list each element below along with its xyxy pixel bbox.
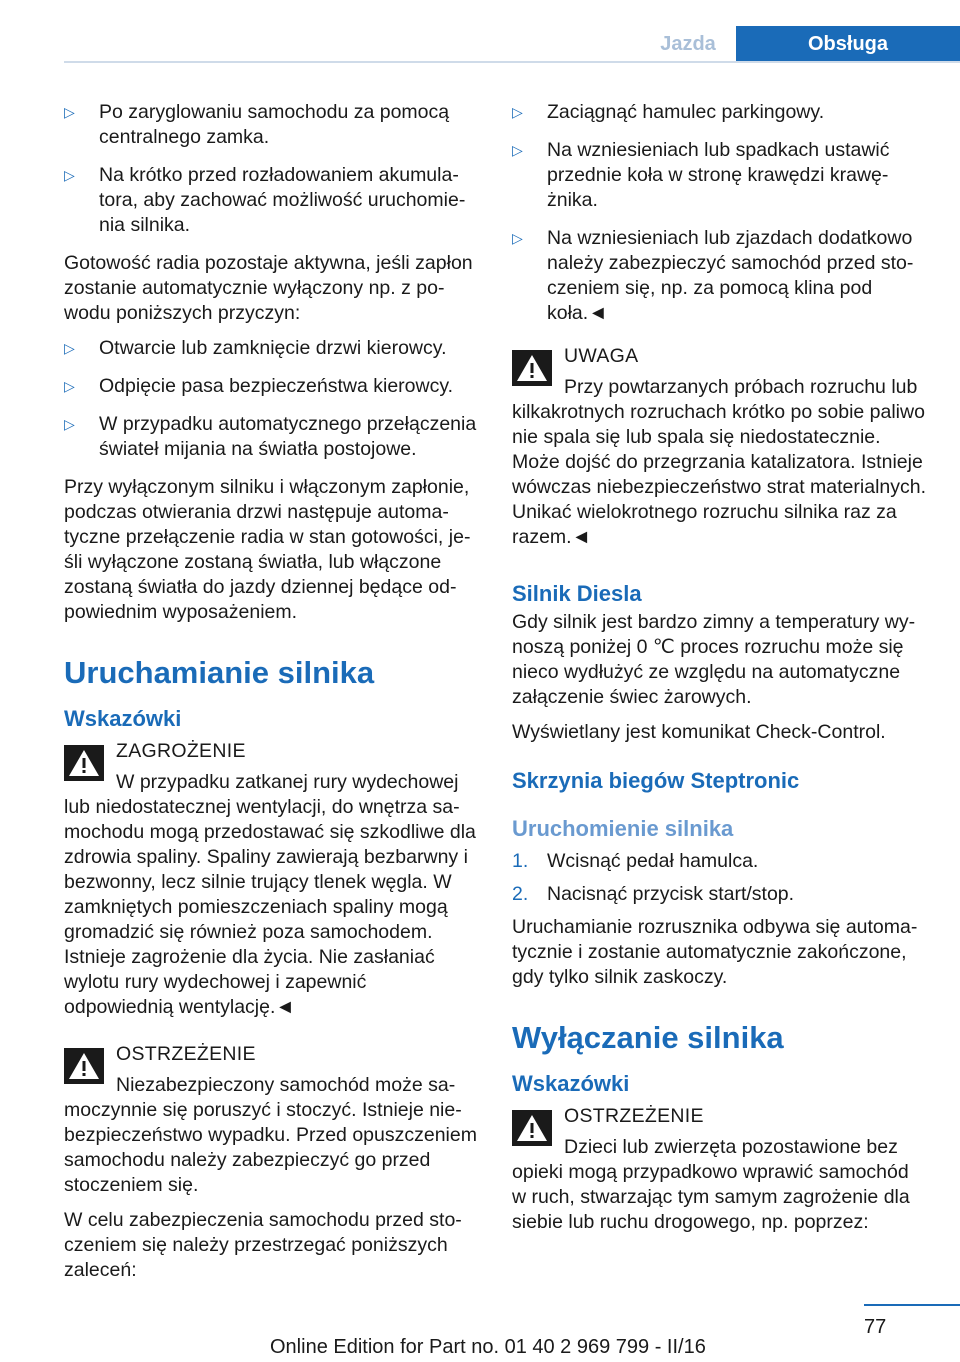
- warning-box: [64, 739, 480, 1020]
- triangle-bullet-icon: ▷: [64, 167, 75, 183]
- triangle-bullet-icon: ▷: [64, 378, 75, 394]
- subsubsection-title: Uruchomienie silnika: [512, 816, 734, 841]
- step-number: 2.: [512, 883, 529, 905]
- list-item: ▷ Otwarcie lub zamknięcie drzwi kierowcy.: [64, 337, 447, 359]
- subsection-title: Silnik Diesla: [512, 581, 642, 606]
- section-title: Uruchamianie silnika: [64, 655, 375, 690]
- list-item: ▷ Po zaryglowaniu samochodu za pomocą centralnego zamka.: [64, 101, 450, 148]
- warning-text: Dzieci lub zwierzęta pozostawione bez opieki mogą przypadkowo wprawić samochód w ruch, stwarzając tym samym zagrożenie dla siebie lub ruchu drogowego, np. poprzez:: [512, 1136, 910, 1233]
- warning-heading: OSTRZEŻENIE: [116, 1043, 256, 1065]
- header-tab-obsluga[interactable]: Obsługa: [736, 26, 960, 62]
- warning-icon: [64, 745, 104, 781]
- paragraph: Przy wyłączonym silniku i włączonym zapłonie, podczas otwierania drzwi następuje automatyczne przełączenie radia w stan gotowości, jeśli wyłączone zostaną światła, lub włączone zostaną światła do jazdy dziennej będące odpowiednim wyposażeniem.: [64, 476, 471, 623]
- triangle-bullet-icon: ▷: [64, 416, 75, 432]
- section-title: Wyłączanie silnika: [512, 1020, 784, 1055]
- warning-text: W przypadku zatkanej rury wydechowej lub niedostatecznej wentylacji, do wnętrza samochodu mogą przedostawać się szkodliwe dla zdrowia spaliny. Spaliny zawierają bezbarwny i bezwonny, lecz silnie trujący tlenek węgla. W zamkniętych pomieszczeniach spaliny mogą gromadzić się również poza samochodem. Istnieje zagrożenie dla życia. Nie zasłaniać wylotu rury wydechowej i zapewnić odpowiednią wentylację.◄: [64, 771, 476, 1018]
- footer-rule: [864, 1304, 960, 1306]
- warning-heading: ZAGROŻENIE: [116, 740, 246, 762]
- list-item: ▷ W przypadku automatycznego przełączenia świateł mijania na światła postojowe.: [64, 413, 477, 460]
- triangle-bullet-icon: ▷: [512, 104, 523, 120]
- triangle-bullet-icon: ▷: [512, 142, 523, 158]
- list-item: 2. Nacisnąć przycisk start/stop.: [512, 883, 795, 905]
- triangle-bullet-icon: ▷: [64, 104, 75, 120]
- list-item: ▷ Odpięcie pasa bezpieczeństwa kierowcy.: [64, 375, 454, 397]
- subsection-title: Wskazówki: [512, 1071, 630, 1096]
- subsection-title: Wskazówki: [64, 706, 182, 731]
- warning-heading: UWAGA: [564, 345, 639, 367]
- header-rule: [64, 61, 960, 63]
- warning-box: [64, 1042, 480, 1198]
- paragraph: W celu zabezpieczenia samochodu przed stoczeniem się należy przestrzegać poniższych zaleceń:: [64, 1209, 462, 1281]
- warning-icon: [64, 1048, 104, 1084]
- list-item: 1. Wcisnąć pedał hamulca.: [512, 850, 759, 872]
- triangle-bullet-icon: ▷: [64, 340, 75, 356]
- warning-heading: OSTRZEŻENIE: [564, 1105, 704, 1127]
- warning-icon: [512, 350, 552, 386]
- edition-footer: Online Edition for Part no. 01 40 2 969 799 - II/16: [270, 1336, 706, 1358]
- header-tab-jazda[interactable]: Jazda: [660, 33, 716, 55]
- paragraph: Gdy silnik jest bardzo zimny a temperatury wynoszą poniżej 0 ℃ proces rozruchu może się nieco wydłużyć ze względu na automatyczne załączenie świec żarowych.: [512, 611, 916, 708]
- warning-icon: [512, 1110, 552, 1146]
- paragraph: Uruchamianie rozrusznika odbywa się automatycznie i zostanie automatycznie zakończone, gdy tylko silnik zaskoczy.: [512, 916, 918, 988]
- list-item: ▷ Na krótko przed rozładowaniem akumulatora, aby zachować możliwość uruchomienia silnika.: [64, 164, 466, 236]
- warning-box: [512, 344, 928, 550]
- warning-text: Niezabezpieczony samochód może samoczynnie się poruszyć i stoczyć. Istnieje niebezpieczeństwo wypadku. Przed opuszczeniem samochodu należy zabezpieczyć go przed stoczeniem się.: [64, 1074, 477, 1196]
- warning-box: [512, 1104, 928, 1235]
- left-column: [64, 100, 480, 1293]
- step-number: 1.: [512, 850, 529, 872]
- paragraph: Gotowość radia pozostaje aktywna, jeśli zapłon zostanie automatycznie wyłączony np. z powodu poniższych przyczyn:: [64, 252, 473, 324]
- page-number: 77: [864, 1316, 887, 1338]
- triangle-bullet-icon: ▷: [512, 230, 523, 246]
- right-column: [512, 100, 928, 1245]
- list-item: ▷ Na wzniesieniach lub zjazdach dodatkowo należy zabezpieczyć samochód przed stoczeniem się, np. za pomocą klina pod koła.◄: [512, 227, 914, 324]
- list-item: ▷ Zaciągnąć hamulec parkingowy.: [512, 101, 825, 123]
- subsection-title: Skrzynia biegów Steptronic: [512, 768, 800, 793]
- warning-text: Przy powtarzanych próbach rozruchu lub kilkakrotnych rozruchach krótko po sobie paliwo nie spala się lub spala się niedostatecznie. Może dojść do przegrzania katalizatora. Istnieje wówczas niebezpieczeństwo strat materialnych. Unikać wielokrotnego rozruchu silnika raz za razem.◄: [512, 376, 927, 548]
- list-item: ▷ Na wzniesieniach lub spadkach ustawić przednie koła w stronę krawędzi krawężnika.: [512, 139, 890, 211]
- paragraph: Wyświetlany jest komunikat Check-Control.: [512, 721, 886, 743]
